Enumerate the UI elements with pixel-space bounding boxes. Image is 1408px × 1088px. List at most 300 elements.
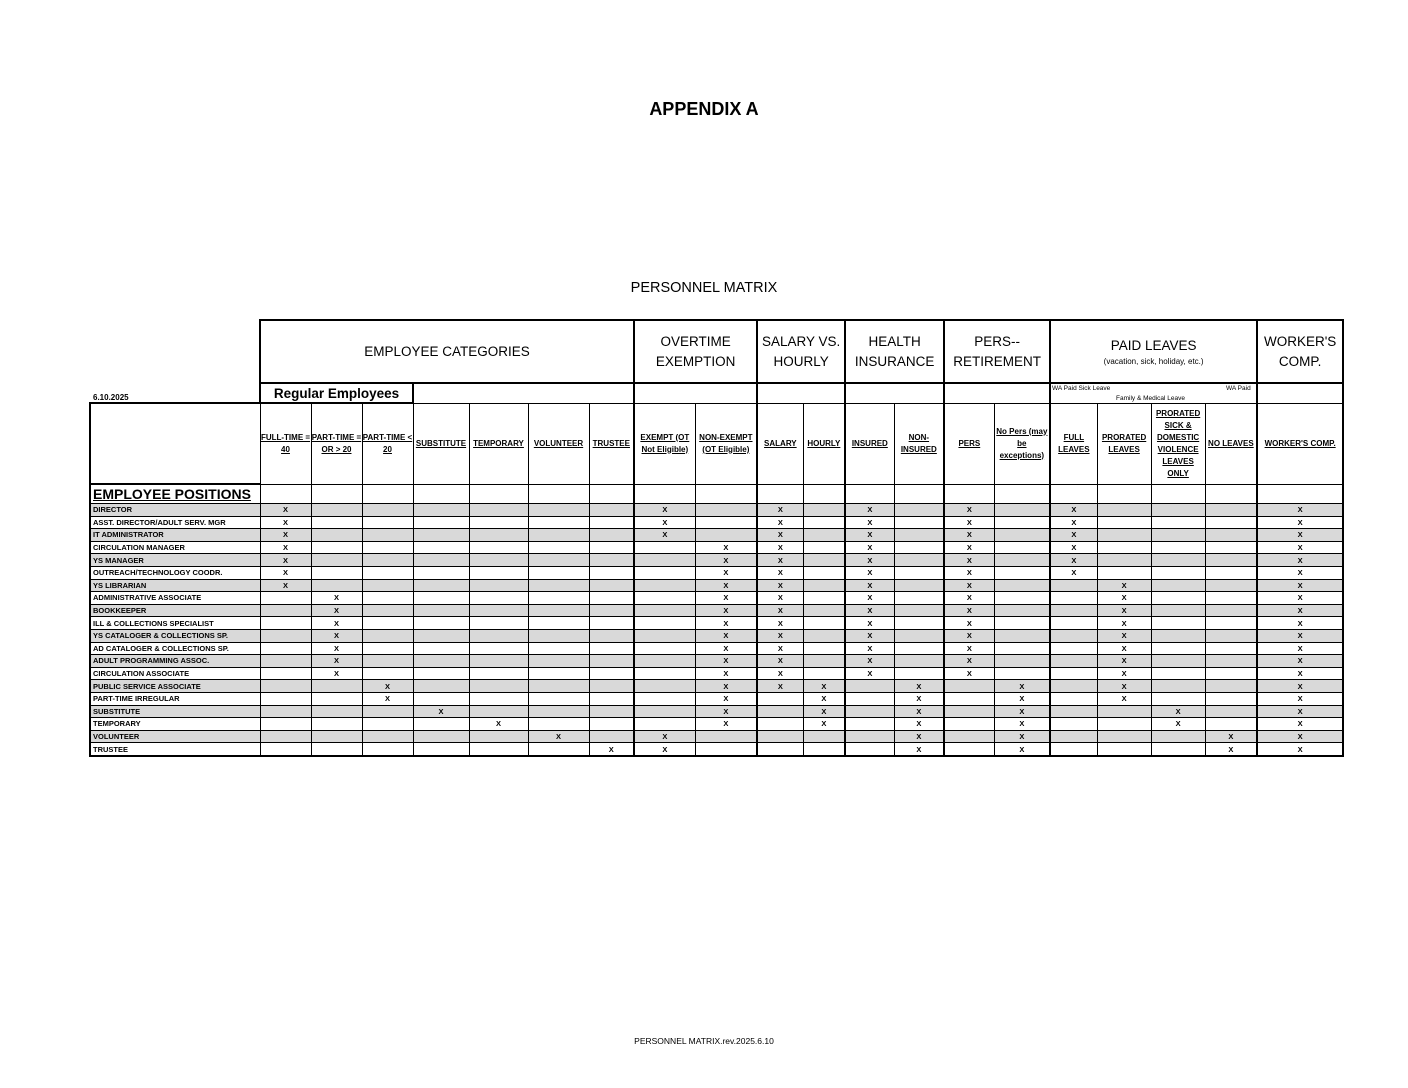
position-name: CIRCULATION ASSOCIATE [90, 667, 260, 680]
column-header-label: No Pers (may be exceptions) [996, 426, 1048, 460]
matrix-cell [362, 655, 413, 668]
matrix-cell [589, 529, 634, 542]
matrix-cell: X [1151, 705, 1205, 718]
matrix-cell: X [757, 541, 803, 554]
matrix-cell [362, 705, 413, 718]
matrix-cell: X [1257, 667, 1343, 680]
matrix-cell: X [695, 541, 757, 554]
matrix-cell [1205, 655, 1257, 668]
matrix-cell [589, 566, 634, 579]
position-name: AD CATALOGER & COLLECTIONS SP. [90, 642, 260, 655]
column-header-label: NON-EXEMPT (OT Eligible) [699, 432, 753, 454]
matrix-cell: X [1257, 617, 1343, 630]
matrix-cell [413, 655, 469, 668]
matrix-cell [362, 554, 413, 567]
matrix-cell [1097, 541, 1151, 554]
matrix-cell [994, 617, 1050, 630]
matrix-cell: X [260, 516, 311, 529]
matrix-cell: X [757, 617, 803, 630]
matrix-cell [528, 604, 589, 617]
matrix-cell [528, 592, 589, 605]
matrix-cell [311, 743, 362, 756]
footer-text: PERSONNEL MATRIX.rev.2025.6.10 [634, 1036, 774, 1046]
matrix-cell: X [994, 705, 1050, 718]
matrix-cell: X [528, 730, 589, 743]
matrix-cell [894, 579, 944, 592]
matrix-cell: X [1097, 667, 1151, 680]
table-row [90, 743, 1343, 756]
matrix-cell: X [695, 579, 757, 592]
matrix-title: PERSONNEL MATRIX [630, 280, 778, 296]
matrix-cell [362, 541, 413, 554]
matrix-cell [944, 705, 994, 718]
matrix-cell [1151, 680, 1205, 693]
matrix-cell: X [1050, 516, 1097, 529]
empty-cell [845, 484, 894, 504]
matrix-cell [1205, 579, 1257, 592]
matrix-cell [589, 705, 634, 718]
matrix-cell [362, 743, 413, 756]
matrix-cell [589, 730, 634, 743]
matrix-cell [634, 692, 695, 705]
matrix-cell [1050, 743, 1097, 756]
matrix-cell [1050, 629, 1097, 642]
matrix-cell [634, 617, 695, 630]
matrix-cell [1151, 730, 1205, 743]
column-header-label: PART-TIME < 20 [362, 432, 413, 454]
matrix-cell [528, 705, 589, 718]
matrix-cell [413, 642, 469, 655]
position-name: ILL & COLLECTIONS SPECIALIST [90, 617, 260, 630]
matrix-cell: X [845, 566, 894, 579]
matrix-cell: X [1050, 554, 1097, 567]
matrix-cell [634, 705, 695, 718]
matrix-cell [757, 705, 803, 718]
matrix-cell [528, 541, 589, 554]
matrix-cell [469, 655, 528, 668]
table-row [90, 566, 1343, 579]
group-health-insurance: HEALTH INSURANCE [845, 320, 944, 383]
matrix-cell [589, 692, 634, 705]
matrix-cell [362, 529, 413, 542]
matrix-cell [894, 617, 944, 630]
matrix-cell: X [845, 554, 894, 567]
matrix-cell: X [695, 680, 757, 693]
position-name: CIRCULATION MANAGER [90, 541, 260, 554]
matrix-cell [469, 743, 528, 756]
matrix-cell [528, 680, 589, 693]
matrix-cell [311, 554, 362, 567]
matrix-cell [845, 743, 894, 756]
table-row [90, 655, 1343, 668]
matrix-cell [589, 516, 634, 529]
matrix-cell [362, 667, 413, 680]
column-header [944, 403, 994, 484]
column-header-label: SALARY [764, 438, 797, 448]
matrix-cell: X [311, 592, 362, 605]
group-pers-retirement: PERS-- RETIREMENT [944, 320, 1050, 383]
position-name: YS LIBRARIAN [90, 579, 260, 592]
matrix-cell [994, 566, 1050, 579]
matrix-cell: X [944, 592, 994, 605]
matrix-cell [1151, 516, 1205, 529]
matrix-cell [260, 705, 311, 718]
matrix-cell [413, 541, 469, 554]
matrix-cell [589, 554, 634, 567]
matrix-cell [469, 504, 528, 517]
position-name: VOLUNTEER [90, 730, 260, 743]
matrix-cell [413, 529, 469, 542]
position-name: IT ADMINISTRATOR [90, 529, 260, 542]
matrix-cell [1205, 541, 1257, 554]
matrix-cell: X [1257, 629, 1343, 642]
matrix-cell: X [695, 604, 757, 617]
matrix-cell [469, 604, 528, 617]
table-row [90, 629, 1343, 642]
matrix-cell: X [1050, 529, 1097, 542]
matrix-cell [260, 680, 311, 693]
position-name: PART-TIME IRREGULAR [90, 692, 260, 705]
matrix-cell: X [695, 554, 757, 567]
matrix-cell [803, 617, 845, 630]
matrix-cell [803, 642, 845, 655]
matrix-cell [1050, 592, 1097, 605]
matrix-cell [695, 516, 757, 529]
matrix-cell: X [1097, 617, 1151, 630]
matrix-cell: X [1205, 743, 1257, 756]
empty-cell [311, 484, 362, 504]
matrix-cell [1205, 667, 1257, 680]
matrix-cell [260, 592, 311, 605]
group-header-row [90, 320, 1343, 383]
matrix-cell [803, 516, 845, 529]
column-header [1257, 403, 1343, 484]
matrix-cell [894, 642, 944, 655]
matrix-cell [1151, 529, 1205, 542]
matrix-cell: X [1257, 604, 1343, 617]
matrix-cell [1151, 566, 1205, 579]
matrix-cell: X [944, 629, 994, 642]
matrix-cell: X [994, 743, 1050, 756]
matrix-cell [994, 592, 1050, 605]
matrix-cell [1050, 604, 1097, 617]
matrix-cell [894, 504, 944, 517]
column-header [1097, 403, 1151, 484]
column-header [1050, 403, 1097, 484]
matrix-cell: X [757, 680, 803, 693]
matrix-cell: X [803, 718, 845, 731]
matrix-cell [469, 617, 528, 630]
matrix-cell: X [894, 743, 944, 756]
matrix-cell [1151, 667, 1205, 680]
column-header-label: VOLUNTEER [533, 438, 584, 448]
matrix-cell [1097, 554, 1151, 567]
matrix-cell: X [260, 579, 311, 592]
matrix-cell [362, 579, 413, 592]
appendix-title: APPENDIX A [649, 99, 759, 119]
table-row [90, 705, 1343, 718]
matrix-cell: X [311, 617, 362, 630]
matrix-cell [528, 718, 589, 731]
matrix-cell [757, 743, 803, 756]
matrix-cell [803, 554, 845, 567]
matrix-cell [894, 516, 944, 529]
matrix-cell [1151, 592, 1205, 605]
position-name: YS MANAGER [90, 554, 260, 567]
position-name: PUBLIC SERVICE ASSOCIATE [90, 680, 260, 693]
matrix-cell: X [994, 680, 1050, 693]
matrix-cell [413, 592, 469, 605]
matrix-cell [944, 680, 994, 693]
position-name: ADULT PROGRAMMING ASSOC. [90, 655, 260, 668]
matrix-cell [589, 629, 634, 642]
matrix-cell [1205, 642, 1257, 655]
employee-positions-label: EMPLOYEE POSITIONS [90, 484, 260, 504]
matrix-cell: X [944, 667, 994, 680]
matrix-cell: X [589, 743, 634, 756]
matrix-cell [894, 655, 944, 668]
matrix-cell: X [894, 730, 944, 743]
matrix-cell [260, 629, 311, 642]
empty-cell [1050, 383, 1257, 403]
column-header [994, 403, 1050, 484]
position-name: ADMINISTRATIVE ASSOCIATE [90, 592, 260, 605]
empty-cell [845, 383, 944, 403]
matrix-cell [944, 743, 994, 756]
matrix-cell [1151, 541, 1205, 554]
matrix-cell [1050, 680, 1097, 693]
matrix-cell: X [757, 667, 803, 680]
matrix-cell [1205, 680, 1257, 693]
matrix-cell [528, 554, 589, 567]
column-header-label: NON-INSURED [900, 432, 937, 454]
column-header-label: NO LEAVES [1208, 438, 1254, 448]
table-row [90, 730, 1343, 743]
matrix-cell: X [1097, 592, 1151, 605]
matrix-cell: X [1257, 541, 1343, 554]
matrix-cell [469, 516, 528, 529]
matrix-cell [413, 629, 469, 642]
column-header-label: PRORATED SICK & DOMESTIC VIOLENCE LEAVES ONLY [1155, 408, 1201, 478]
matrix-cell [1097, 743, 1151, 756]
matrix-cell [803, 592, 845, 605]
matrix-cell: X [845, 516, 894, 529]
matrix-cell [528, 629, 589, 642]
matrix-cell: X [803, 705, 845, 718]
empty-cell [90, 383, 260, 403]
matrix-cell: X [634, 743, 695, 756]
matrix-cell [589, 680, 634, 693]
matrix-cell [994, 529, 1050, 542]
matrix-cell: X [894, 680, 944, 693]
matrix-cell [260, 642, 311, 655]
matrix-cell [1205, 529, 1257, 542]
matrix-cell [845, 718, 894, 731]
matrix-cell: X [1257, 592, 1343, 605]
matrix-cell [1151, 617, 1205, 630]
column-header-label: FULL-TIME = 40 [260, 432, 311, 454]
empty-cell [944, 383, 1050, 403]
matrix-cell [845, 705, 894, 718]
matrix-cell [469, 554, 528, 567]
matrix-cell [894, 604, 944, 617]
matrix-cell [994, 604, 1050, 617]
matrix-cell [634, 592, 695, 605]
matrix-cell [469, 566, 528, 579]
matrix-cell [994, 667, 1050, 680]
matrix-cell [1050, 642, 1097, 655]
column-header-label: WORKER'S COMP. [1264, 438, 1336, 448]
empty-cell [1097, 484, 1151, 504]
position-name: BOOKKEEPER [90, 604, 260, 617]
matrix-cell: X [894, 718, 944, 731]
table-row [90, 579, 1343, 592]
matrix-cell [469, 692, 528, 705]
matrix-cell: X [944, 554, 994, 567]
column-header-label: HOURLY [807, 438, 841, 448]
matrix-cell [894, 667, 944, 680]
empty-cell [260, 484, 311, 504]
matrix-cell [845, 680, 894, 693]
matrix-cell: X [944, 579, 994, 592]
matrix-cell: X [260, 529, 311, 542]
matrix-cell: X [469, 718, 528, 731]
table-row [90, 692, 1343, 705]
matrix-cell [311, 718, 362, 731]
matrix-cell [894, 629, 944, 642]
column-header [311, 403, 362, 484]
matrix-cell [1050, 667, 1097, 680]
matrix-cell: X [944, 541, 994, 554]
column-header-label: FULL LEAVES [1058, 432, 1090, 454]
matrix-cell: X [695, 629, 757, 642]
empty-cell [589, 484, 634, 504]
table-row [90, 718, 1343, 731]
matrix-cell [469, 642, 528, 655]
matrix-cell [803, 667, 845, 680]
matrix-cell: X [1257, 705, 1343, 718]
matrix-cell: X [757, 529, 803, 542]
matrix-cell [260, 655, 311, 668]
matrix-cell [994, 504, 1050, 517]
matrix-cell [803, 504, 845, 517]
matrix-cell [413, 504, 469, 517]
matrix-cell: X [1097, 642, 1151, 655]
matrix-cell [634, 604, 695, 617]
matrix-cell: X [944, 566, 994, 579]
matrix-cell [260, 667, 311, 680]
matrix-cell [413, 680, 469, 693]
column-header-label: PRORATED LEAVES [1101, 432, 1147, 454]
matrix-cell [589, 617, 634, 630]
matrix-cell: X [311, 642, 362, 655]
matrix-cell [894, 592, 944, 605]
matrix-cell [1205, 592, 1257, 605]
matrix-cell: X [944, 617, 994, 630]
matrix-cell [894, 541, 944, 554]
matrix-cell: X [1257, 642, 1343, 655]
matrix-cell [634, 667, 695, 680]
matrix-cell: X [1205, 730, 1257, 743]
matrix-cell: X [757, 504, 803, 517]
matrix-cell [528, 516, 589, 529]
group-employee-categories: EMPLOYEE CATEGORIES [260, 320, 634, 383]
matrix-cell [362, 566, 413, 579]
matrix-cell: X [757, 604, 803, 617]
matrix-cell [1205, 554, 1257, 567]
matrix-cell [589, 655, 634, 668]
matrix-cell [413, 579, 469, 592]
matrix-cell [803, 730, 845, 743]
matrix-cell: X [1097, 579, 1151, 592]
matrix-cell [1151, 579, 1205, 592]
matrix-cell: X [634, 516, 695, 529]
matrix-cell: X [1257, 579, 1343, 592]
matrix-cell [413, 516, 469, 529]
column-header [695, 403, 757, 484]
matrix-cell [803, 566, 845, 579]
matrix-cell: X [362, 692, 413, 705]
matrix-cell: X [311, 655, 362, 668]
matrix-cell [634, 566, 695, 579]
matrix-cell [413, 604, 469, 617]
empty-cell [1050, 484, 1097, 504]
matrix-cell [1151, 743, 1205, 756]
matrix-cell [1097, 516, 1151, 529]
matrix-cell [695, 730, 757, 743]
column-header-label: PERS [958, 438, 981, 448]
matrix-cell [1205, 718, 1257, 731]
matrix-cell [311, 566, 362, 579]
column-header-label: INSURED [851, 438, 888, 448]
group-overtime-exemption: OVERTIME EXEMPTION [634, 320, 757, 383]
matrix-cell [362, 504, 413, 517]
empty-cell [634, 484, 695, 504]
matrix-cell [589, 504, 634, 517]
matrix-cell [845, 692, 894, 705]
matrix-cell [695, 743, 757, 756]
matrix-cell: X [695, 667, 757, 680]
matrix-cell [260, 604, 311, 617]
matrix-cell [311, 692, 362, 705]
matrix-cell [803, 743, 845, 756]
empty-cell [1151, 484, 1205, 504]
matrix-cell: X [260, 566, 311, 579]
matrix-cell: X [1257, 680, 1343, 693]
matrix-cell [362, 604, 413, 617]
matrix-cell: X [1257, 743, 1343, 756]
column-header [528, 403, 589, 484]
empty-cell [634, 383, 757, 403]
table-row [90, 667, 1343, 680]
matrix-cell [845, 730, 894, 743]
matrix-cell [1050, 655, 1097, 668]
matrix-cell [469, 629, 528, 642]
matrix-cell [469, 529, 528, 542]
matrix-cell [757, 692, 803, 705]
matrix-cell: X [845, 541, 894, 554]
matrix-cell: X [845, 604, 894, 617]
matrix-cell [1151, 629, 1205, 642]
table-row [90, 516, 1343, 529]
matrix-cell [528, 642, 589, 655]
empty-corner [90, 320, 260, 383]
matrix-cell [1097, 730, 1151, 743]
group-workers-comp: WORKER'S COMP. [1257, 320, 1343, 383]
matrix-cell [413, 554, 469, 567]
matrix-cell [311, 680, 362, 693]
matrix-cell: X [1097, 604, 1151, 617]
